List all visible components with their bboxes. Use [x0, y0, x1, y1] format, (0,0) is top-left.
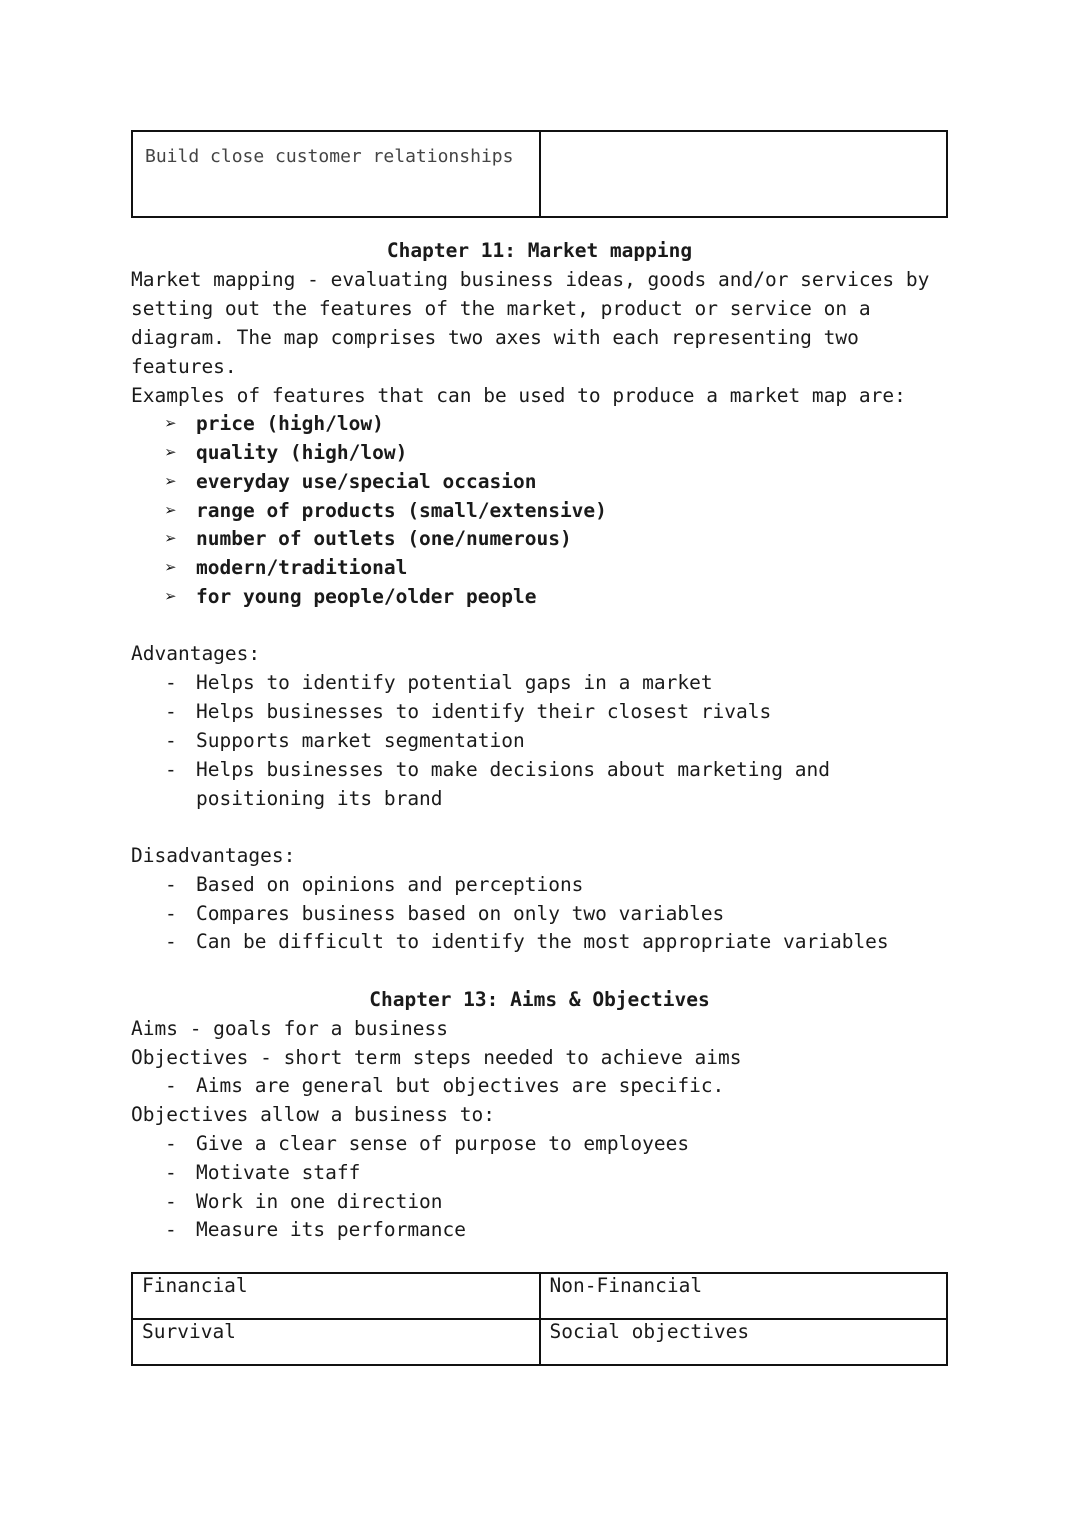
arrow-bullet-icon: ➢ — [165, 412, 177, 435]
arrow-bullet-icon: ➢ — [165, 556, 177, 579]
definition-line: Market mapping - evaluating business ideas, goods and/or services by — [131, 268, 930, 291]
arrow-bullet-icon: ➢ — [165, 585, 177, 608]
aims-definition: Aims - goals for a business — [131, 1017, 448, 1040]
dash-bullet-icon: - — [165, 1161, 177, 1184]
table-cell: Financial — [132, 1273, 540, 1319]
top-table-cell-left: Build close customer relationships — [132, 131, 540, 217]
arrow-bullet-icon: ➢ — [165, 499, 177, 522]
dash-bullet-icon: - — [165, 700, 177, 723]
table-row — [132, 1273, 947, 1319]
dash-bullet-icon: - — [165, 930, 177, 953]
objectives-definition: Objectives - short term steps needed to achieve aims — [131, 1046, 742, 1069]
top-table-cell-right — [540, 131, 948, 217]
table-cell: Non-Financial — [540, 1273, 948, 1319]
chapter-13-heading: Chapter 13: Aims & Objectives — [369, 988, 710, 1011]
disadvantages-label: Disadvantages: — [131, 844, 296, 867]
definition-line: diagram. The map comprises two axes with each representing two — [131, 326, 859, 349]
objectives-allow-intro: Objectives allow a business to: — [131, 1103, 495, 1126]
dash-bullet-icon: - — [165, 873, 177, 896]
chapter-11-heading: Chapter 11: Market mapping — [386, 239, 693, 262]
definition-line: setting out the features of the market, product or service on a — [131, 297, 871, 320]
dash-bullet-icon: - — [165, 1218, 177, 1241]
dash-bullet-icon: - — [165, 758, 177, 781]
arrow-bullet-icon: ➢ — [165, 527, 177, 550]
advantages-label: Advantages: — [131, 642, 261, 665]
table-row — [132, 1319, 947, 1365]
top-table — [131, 130, 948, 218]
dash-bullet-icon: - — [165, 1132, 177, 1155]
dash-bullet-icon: - — [165, 1074, 177, 1097]
objectives-table — [131, 1272, 948, 1366]
arrow-bullet-icon: ➢ — [165, 470, 177, 493]
definition-line: features. — [131, 355, 237, 378]
dash-bullet-icon: - — [165, 671, 177, 694]
dash-bullet-icon: - — [165, 1190, 177, 1213]
dash-bullet-icon: - — [165, 729, 177, 752]
table-cell: Social objectives — [540, 1319, 948, 1365]
examples-intro: Examples of features that can be used to produce a market map are: — [131, 384, 906, 407]
arrow-bullet-icon: ➢ — [165, 441, 177, 464]
table-cell: Survival — [132, 1319, 540, 1365]
dash-bullet-icon: - — [165, 902, 177, 925]
